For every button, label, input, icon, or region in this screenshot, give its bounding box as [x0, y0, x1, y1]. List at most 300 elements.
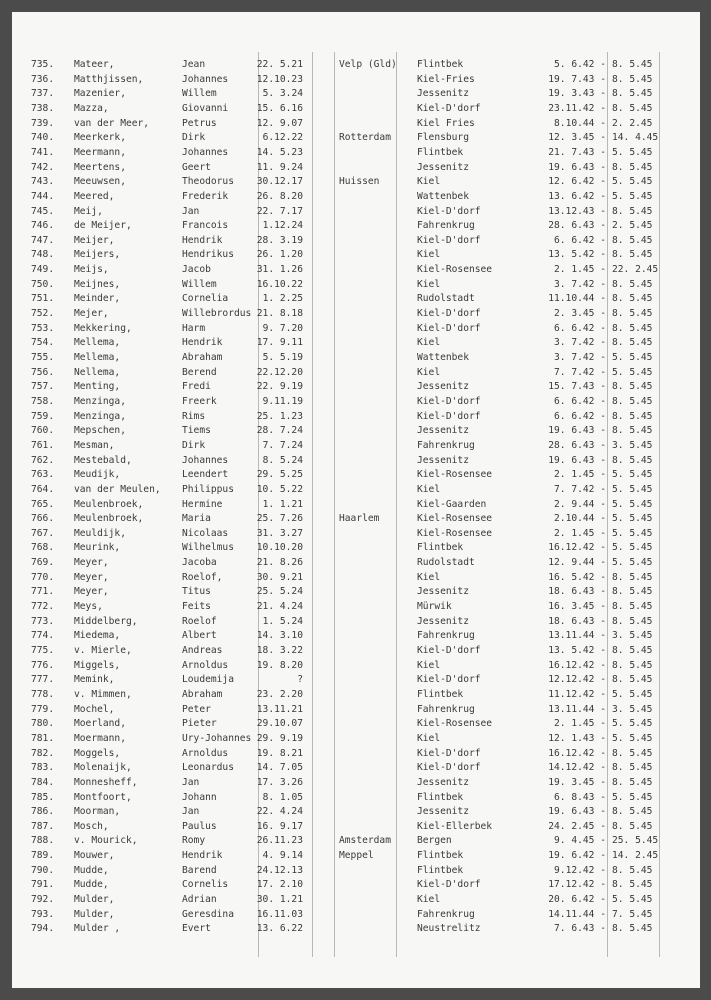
surname: Meertens, [74, 161, 126, 173]
birth-date: 1. 1.21 [262, 498, 303, 510]
camp: Flintbek [417, 146, 464, 158]
first-name: Albert [182, 630, 217, 642]
first-name: Johannes [182, 146, 229, 158]
table-row [12, 833, 700, 848]
camp: Kiel [417, 894, 441, 906]
table-row [12, 160, 700, 175]
surname: v. Mierle, [74, 645, 132, 656]
entry-number: 744. [31, 190, 55, 202]
first-name: Paulus [182, 820, 217, 832]
date-from: 2. 1.45 - [554, 264, 606, 276]
first-name: Fredi [182, 381, 211, 393]
surname: Meyer, [74, 571, 109, 583]
entry-number: 751. [31, 293, 55, 305]
entry-number: 759. [31, 410, 55, 422]
entry-number: 745. [31, 205, 55, 217]
surname: Mellema, [74, 337, 121, 349]
date-from: 21. 7.43 - [548, 146, 606, 158]
birth-date: 17. 2.10 [256, 879, 303, 891]
table-row [12, 716, 700, 731]
first-name: Ury-Johannes [182, 732, 252, 744]
surname: Mudde, [74, 864, 109, 876]
date-to: 5. 5.45 [612, 190, 653, 202]
date-to: 5. 5.45 [612, 894, 653, 906]
entry-number: 755. [31, 352, 55, 363]
date-to: 8. 5.45 [612, 205, 653, 217]
camp: Jessenitz [417, 776, 469, 788]
birth-place: Amsterdam [339, 835, 391, 847]
first-name: Cornelia [182, 293, 229, 305]
date-from: 8.10.44 - [554, 117, 606, 129]
date-from: 19. 7.43 - [548, 73, 606, 85]
table-row [12, 702, 700, 717]
table-row [12, 760, 700, 775]
camp: Kiel-D'dorf [417, 879, 481, 891]
surname: Meijnes, [74, 278, 121, 290]
entry-number: 783. [31, 762, 55, 774]
camp: Jessenitz [417, 381, 469, 393]
date-from: 13. 5.42 - [548, 645, 606, 656]
first-name: Hendrikus [182, 249, 234, 261]
table-row [12, 746, 700, 761]
date-from: 19. 3.43 - [548, 88, 606, 100]
date-from: 13. 6.42 - [548, 190, 606, 202]
date-to: 2. 5.45 [612, 220, 653, 232]
date-to: 8. 5.45 [612, 659, 653, 671]
date-to: 8. 5.45 [612, 615, 653, 627]
camp: Kiel-D'dorf [417, 308, 481, 320]
date-to: 8. 5.45 [612, 88, 653, 100]
birth-date: 1. 2.25 [262, 293, 303, 305]
surname: Meulenbroek, [74, 513, 144, 525]
birth-date: 26. 8.20 [256, 190, 303, 202]
date-to: 8. 5.45 [612, 234, 653, 246]
camp: Flintbek [417, 688, 464, 700]
camp: Jessenitz [417, 586, 469, 598]
camp: Jessenitz [417, 615, 469, 627]
camp: Fahrenkrug [417, 908, 475, 920]
table-row [12, 687, 700, 702]
table-row [12, 614, 700, 629]
date-from: 12. 6.42 - [548, 176, 606, 188]
surname: Moorman, [74, 806, 121, 818]
table-row [12, 174, 700, 189]
surname: Menting, [74, 381, 121, 393]
date-from: 13.11.44 - [548, 630, 606, 642]
birth-date: 9. 7.20 [262, 322, 303, 334]
camp: Kiel Fries [417, 117, 475, 129]
surname: Mudde, [74, 879, 109, 891]
first-name: Cornelis [182, 879, 229, 891]
surname: van der Meer, [74, 117, 150, 129]
birth-place: Huissen [339, 176, 380, 188]
birth-date: 29. 9.19 [256, 732, 303, 744]
date-to: 5. 5.45 [612, 718, 653, 730]
camp: Kiel [417, 571, 441, 583]
camp: Flintbek [417, 59, 464, 70]
surname: Meinder, [74, 293, 121, 305]
date-to: 8. 5.45 [612, 322, 653, 334]
camp: Kiel-Rosensee [417, 264, 493, 276]
birth-date: 5. 5.19 [262, 352, 303, 363]
camp: Kiel-D'dorf [417, 762, 481, 774]
first-name: Willebrordus [182, 308, 252, 320]
entry-number: 764. [31, 483, 55, 495]
date-from: 13.11.44 - [548, 703, 606, 715]
birth-date: 15. 6.16 [256, 102, 303, 114]
entry-number: 786. [31, 806, 55, 818]
camp: Rudolstadt [417, 557, 475, 569]
birth-place: Haarlem [339, 513, 380, 525]
birth-date: 21. 8.18 [256, 308, 303, 320]
birth-date: 23. 2.20 [256, 688, 303, 700]
date-from: 9.12.42 - [554, 864, 606, 876]
surname: Mejer, [74, 308, 109, 320]
date-to: 8. 5.45 [612, 293, 653, 305]
table-row [12, 262, 700, 277]
first-name: Johannes [182, 454, 229, 466]
entry-number: 754. [31, 337, 55, 349]
camp: Kiel-Rosensee [417, 513, 493, 525]
table-row [12, 277, 700, 292]
first-name: Arnoldus [182, 747, 229, 759]
entry-number: 794. [31, 923, 55, 935]
entry-number: 753. [31, 322, 55, 334]
birth-date: 29. 5.25 [256, 469, 303, 481]
date-to: 8. 5.45 [612, 59, 653, 70]
date-from: 14.11.44 - [548, 908, 606, 920]
camp: Wattenbek [417, 190, 469, 202]
table-row [12, 306, 700, 321]
surname: Monnesheff, [74, 776, 138, 788]
date-to: 8. 5.45 [612, 571, 653, 583]
surname: Mellema, [74, 352, 121, 363]
birth-date: 25. 5.24 [256, 586, 303, 598]
date-to: 14. 2.45 [612, 850, 659, 862]
birth-date: 22. 4.24 [256, 806, 303, 818]
entry-number: 765. [31, 498, 55, 510]
entry-number: 782. [31, 747, 55, 759]
camp: Kiel [417, 176, 441, 188]
camp: Fahrenkrug [417, 439, 475, 451]
first-name: Leendert [182, 469, 229, 481]
date-from: 12. 3.45 - [548, 132, 606, 144]
camp: Kiel-D'dorf [417, 410, 481, 422]
first-name: Jacoba [182, 557, 217, 569]
date-from: 16.12.42 - [548, 747, 606, 759]
table-row [12, 204, 700, 219]
birth-date: 28. 7.24 [256, 425, 303, 437]
date-from: 18. 6.43 - [548, 586, 606, 598]
surname: Miedema, [74, 630, 121, 642]
table-row [12, 731, 700, 746]
entry-number: 736. [31, 73, 55, 85]
table-row [12, 863, 700, 878]
date-to: 3. 5.45 [612, 703, 653, 715]
first-name: Dirk [182, 439, 206, 451]
date-from: 9. 4.45 - [554, 835, 606, 847]
date-to: 8. 5.45 [612, 381, 653, 393]
camp: Mürwik [417, 601, 452, 613]
surname: Nellema, [74, 366, 121, 378]
date-from: 19. 6.43 - [548, 806, 606, 818]
date-to: 8. 5.45 [612, 161, 653, 173]
date-to: 8. 5.45 [612, 601, 653, 613]
surname: Moggels, [74, 747, 121, 759]
date-to: 7. 5.45 [612, 908, 653, 920]
camp: Neustrelitz [417, 923, 481, 935]
birth-date: 22. 7.17 [256, 205, 303, 217]
first-name: Abraham [182, 688, 223, 700]
date-from: 24. 2.45 - [548, 820, 606, 832]
date-from: 19. 6.42 - [548, 850, 606, 862]
first-name: Freerk [182, 395, 217, 407]
camp: Kiel-D'dorf [417, 205, 481, 217]
entry-number: 756. [31, 366, 55, 378]
entry-number: 769. [31, 557, 55, 569]
surname: Menzinga, [74, 395, 126, 407]
surname: Montfoort, [74, 791, 132, 803]
camp: Fahrenkrug [417, 220, 475, 232]
entry-number: 741. [31, 146, 55, 158]
table-row [12, 775, 700, 790]
date-to: 5. 5.45 [612, 527, 653, 539]
surname: Meudijk, [74, 469, 121, 481]
first-name: Geert [182, 161, 211, 173]
birth-place: Meppel [339, 850, 374, 862]
date-to: 8. 5.45 [612, 102, 653, 114]
entry-number: 735. [31, 59, 55, 70]
entry-number: 757. [31, 381, 55, 393]
date-from: 12. 1.43 - [548, 732, 606, 744]
date-to: 8. 5.45 [612, 249, 653, 261]
birth-date: 14. 3.10 [256, 630, 303, 642]
table-row [12, 511, 700, 526]
birth-date: 19. 8.20 [256, 659, 303, 671]
camp: Flintbek [417, 791, 464, 803]
date-from: 11.10.44 - [548, 293, 606, 305]
birth-date: 14. 7.05 [256, 762, 303, 774]
birth-date: 30. 9.21 [256, 571, 303, 583]
entry-number: 790. [31, 864, 55, 876]
date-to: 5. 5.45 [612, 469, 653, 481]
first-name: Leonardus [182, 762, 234, 774]
birth-date: 30. 1.21 [256, 894, 303, 906]
first-name: Jan [182, 806, 200, 818]
date-from: 6. 6.42 - [554, 322, 606, 334]
date-from: 6. 8.43 - [554, 791, 606, 803]
entry-number: 768. [31, 542, 55, 554]
table-row [12, 291, 700, 306]
date-to: 8. 5.45 [612, 586, 653, 598]
date-to: 8. 5.45 [612, 454, 653, 466]
first-name: Andreas [182, 645, 223, 656]
first-name: Johannes [182, 73, 229, 85]
camp: Kiel [417, 366, 441, 378]
birth-date: 19. 8.21 [256, 747, 303, 759]
date-from: 2. 1.45 - [554, 469, 606, 481]
date-to: 5. 5.45 [612, 366, 653, 378]
date-from: 13.12.43 - [548, 205, 606, 217]
table-row [12, 497, 700, 512]
table-row [12, 86, 700, 101]
date-to: 3. 5.45 [612, 630, 653, 642]
camp: Jessenitz [417, 161, 469, 173]
date-from: 16.12.42 - [548, 659, 606, 671]
entry-number: 737. [31, 88, 55, 100]
table-row [12, 907, 700, 922]
date-from: 28. 6.43 - [548, 220, 606, 232]
camp: Flintbek [417, 542, 464, 554]
birth-date: 7. 7.24 [262, 439, 303, 451]
surname: Meij, [74, 205, 103, 217]
date-from: 3. 7.42 - [554, 337, 606, 349]
camp: Flintbek [417, 864, 464, 876]
date-from: 16.12.42 - [548, 542, 606, 554]
first-name: Rims [182, 410, 206, 422]
entry-number: 761. [31, 439, 55, 451]
date-to: 5. 5.45 [612, 542, 653, 554]
camp: Flintbek [417, 850, 464, 862]
table-row [12, 526, 700, 541]
surname: Mekkering, [74, 322, 132, 334]
surname: Middelberg, [74, 615, 138, 627]
entry-number: 772. [31, 601, 55, 613]
first-name: Adrian [182, 894, 217, 906]
camp: Kiel-Gaarden [417, 498, 487, 510]
surname: Mazza, [74, 102, 109, 114]
birth-date: 5. 3.24 [262, 88, 303, 100]
surname: v. Mimmen, [74, 688, 132, 700]
date-from: 23.11.42 - [548, 102, 606, 114]
first-name: Jan [182, 205, 200, 217]
first-name: Feits [182, 601, 211, 613]
date-from: 18. 6.43 - [548, 615, 606, 627]
date-to: 8. 5.45 [612, 425, 653, 437]
date-to: 8. 5.45 [612, 395, 653, 407]
date-from: 6. 6.42 - [554, 234, 606, 246]
birth-date: ? [297, 674, 303, 686]
table-row [12, 423, 700, 438]
date-from: 2. 9.44 - [554, 498, 606, 510]
camp: Kiel [417, 732, 441, 744]
entry-number: 760. [31, 425, 55, 437]
surname: Mazenier, [74, 88, 126, 100]
date-from: 7. 7.42 - [554, 366, 606, 378]
entry-number: 752. [31, 308, 55, 320]
first-name: Hendrik [182, 850, 223, 862]
camp: Kiel-D'dorf [417, 395, 481, 407]
surname: Meijer, [74, 234, 115, 246]
first-name: Barend [182, 864, 217, 876]
entry-number: 793. [31, 908, 55, 920]
first-name: Evert [182, 923, 211, 935]
table-row [12, 145, 700, 160]
date-from: 19. 6.43 - [548, 454, 606, 466]
date-from: 5. 6.42 - [554, 59, 606, 70]
table-row [12, 409, 700, 424]
surname: Mulder, [74, 908, 115, 920]
birth-date: 4. 9.14 [262, 850, 303, 862]
camp: Flensburg [417, 132, 469, 144]
camp: Kiel [417, 337, 441, 349]
birth-date: 16.11.03 [256, 908, 303, 920]
birth-date: 11. 9.24 [256, 161, 303, 173]
birth-date: 29.10.07 [256, 718, 303, 730]
entry-number: 785. [31, 791, 55, 803]
entry-number: 781. [31, 732, 55, 744]
first-name: Loudemija [182, 674, 234, 686]
surname: Meys, [74, 601, 103, 613]
surname: Meuldijk, [74, 527, 126, 539]
date-to: 5. 5.45 [612, 732, 653, 744]
surname: Mulder, [74, 894, 115, 906]
surname: Mateer, [74, 59, 115, 70]
entry-number: 784. [31, 776, 55, 788]
table-row [12, 467, 700, 482]
table-row [12, 218, 700, 233]
table-row [12, 365, 700, 380]
date-to: 3. 5.45 [612, 439, 653, 451]
entry-number: 758. [31, 395, 55, 407]
birth-date: 12. 9.07 [256, 117, 303, 129]
table-row [12, 482, 700, 497]
table-row [12, 819, 700, 834]
entry-number: 738. [31, 102, 55, 114]
table-row [12, 438, 700, 453]
entry-number: 787. [31, 820, 55, 832]
birth-date: 22. 9.19 [256, 381, 303, 393]
entry-number: 762. [31, 454, 55, 466]
surname: Mouwer, [74, 850, 115, 862]
camp: Jessenitz [417, 454, 469, 466]
surname: Molenaijk, [74, 762, 132, 774]
date-to: 5. 5.45 [612, 688, 653, 700]
first-name: Roelof, [182, 571, 223, 583]
table-row [12, 584, 700, 599]
surname: Mesman, [74, 439, 115, 451]
entry-number: 770. [31, 571, 55, 583]
table-row [12, 628, 700, 643]
table-row [12, 643, 700, 658]
first-name: Theodorus [182, 176, 234, 188]
surname: v. Mourick, [74, 835, 138, 847]
date-from: 20. 6.42 - [548, 894, 606, 906]
date-from: 15. 7.43 - [548, 381, 606, 393]
birth-date: 13. 6.22 [256, 923, 303, 935]
first-name: Francois [182, 220, 229, 232]
date-to: 8. 5.45 [612, 879, 653, 891]
camp: Kiel-Rosensee [417, 527, 493, 539]
surname: Miggels, [74, 659, 121, 671]
table-row [12, 540, 700, 555]
camp: Kiel-D'dorf [417, 102, 481, 114]
birth-date: 28. 3.19 [256, 234, 303, 246]
camp: Fahrenkrug [417, 703, 475, 715]
entry-number: 749. [31, 264, 55, 276]
entry-number: 747. [31, 234, 55, 246]
entry-number: 774. [31, 630, 55, 642]
first-name: Maria [182, 513, 211, 525]
birth-date: 8. 5.24 [262, 454, 303, 466]
surname: Moerland, [74, 718, 126, 730]
camp: Kiel-D'dorf [417, 645, 481, 656]
camp: Jessenitz [417, 88, 469, 100]
date-to: 8. 5.45 [612, 762, 653, 774]
first-name: Tiems [182, 425, 211, 437]
table-row [12, 350, 700, 365]
birth-date: 21. 8.26 [256, 557, 303, 569]
